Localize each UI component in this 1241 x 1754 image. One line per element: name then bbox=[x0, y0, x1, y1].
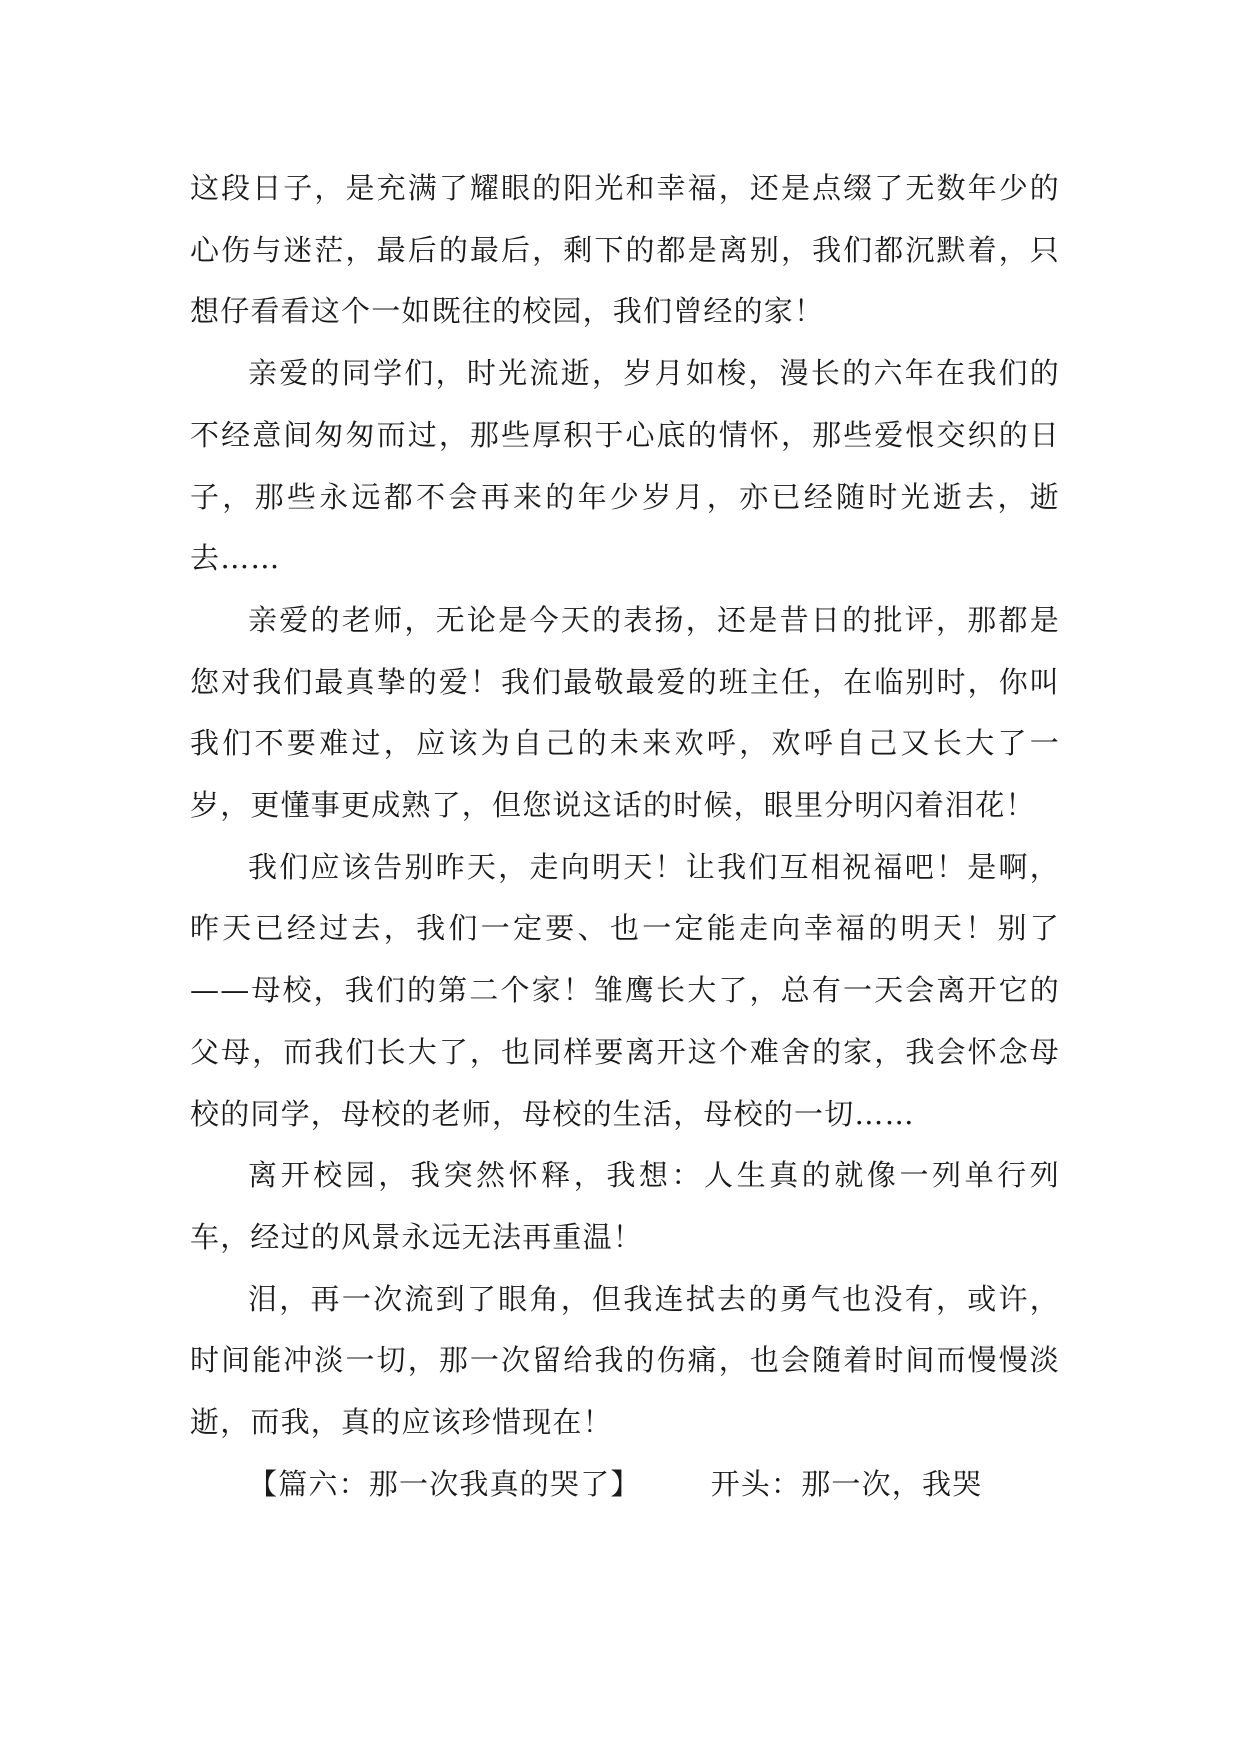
paragraph-3: 亲爱的老师，无论是今天的表扬，还是昔日的批评，那都是您对我们最真挚的爱！我们最敬最爱的班主任，在临别时，你叫我们不要难过，应该为自己的未来欢呼，欢呼自己又长大了一岁，更懂事更成熟了，但您说这话的时候，眼里分明闪着泪花！ bbox=[190, 602, 1060, 823]
section-opening: 开头：那一次，我哭 bbox=[710, 1466, 983, 1501]
section-heading: 【篇六：那一次我真的哭了】 bbox=[248, 1466, 641, 1501]
section-heading-line bbox=[190, 1454, 1060, 1516]
paragraph-4: 我们应该告别昨天，走向明天！让我们互相祝福吧！是啊，昨天已经过去，我们一定要、也一定能走向幸福的明天！别了——母校，我们的第二个家！雏鹰长大了，总有一天会离开它的父母，而我们长大了，也同样要离开这个难舍的家，我会怀念母校的同学，母校的老师，母校的生活，母校的一切…… bbox=[190, 849, 1060, 1131]
document-body bbox=[190, 158, 1060, 1515]
paragraph-2: 亲爱的同学们，时光流逝，岁月如梭，漫长的六年在我们的不经意间匆匆而过，那些厚积于心底的情怀，那些爱恨交织的日子，那些永远都不会再来的年少岁月，亦已经随时光逝去，逝去…… bbox=[190, 356, 1060, 576]
paragraph-1: 这段日子，是充满了耀眼的阳光和幸福，还是点缀了无数年少的心伤与迷茫，最后的最后，剩下的都是离别，我们都沉默着，只想仔看看这个一如既往的校园，我们曾经的家！ bbox=[190, 171, 1060, 329]
paragraph-5: 离开校园，我突然怀释，我想：人生真的就像一列单行列车，经过的风景永远无法再重温！ bbox=[190, 1158, 1060, 1254]
paragraph-6: 泪，再一次流到了眼角，但我连拭去的勇气也没有，或许，时间能冲淡一切，那一次留给我的伤痛，也会随着时间而慢慢淡逝，而我，真的应该珍惜现在！ bbox=[190, 1281, 1060, 1440]
